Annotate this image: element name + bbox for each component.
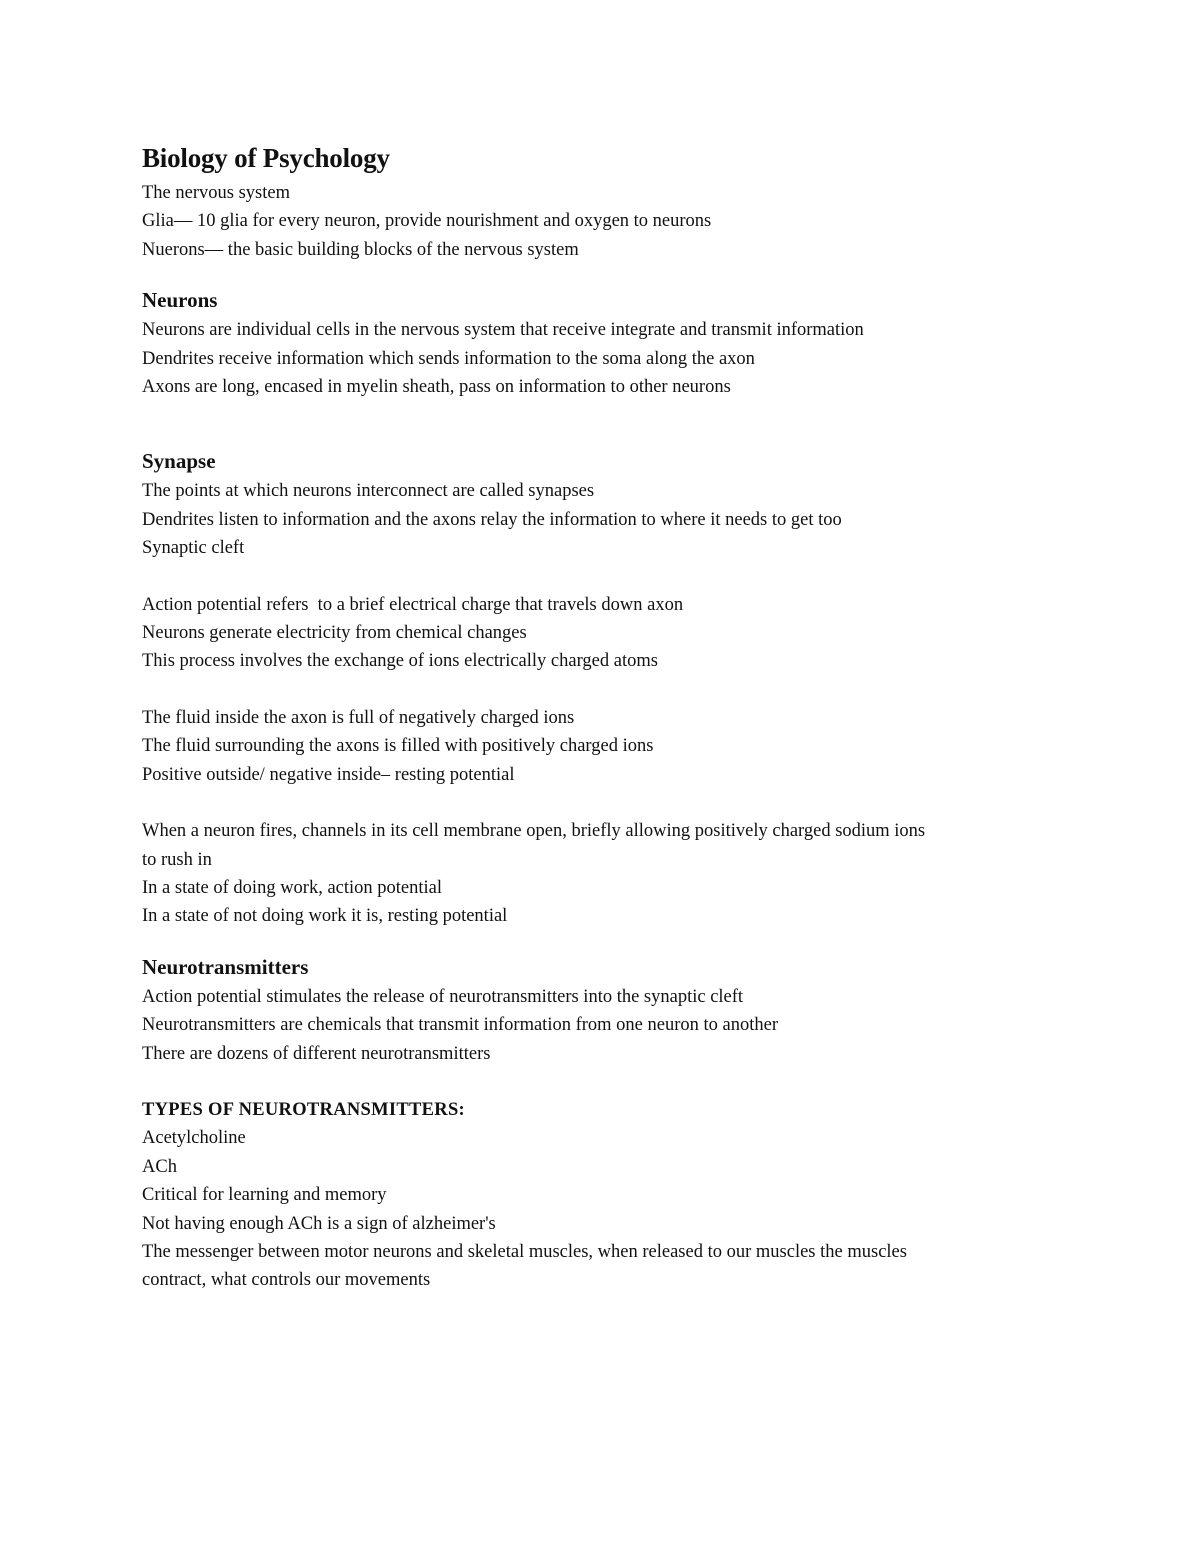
document-title: Biology of Psychology (142, 143, 390, 173)
neurons-line: Neurons are individual cells in the nervous system that receive integrate and transmit information (142, 320, 864, 341)
synapse-line: to rush in (142, 849, 212, 870)
synapse-line: Action potential refers to a brief electrical charge that travels down axon (142, 594, 684, 615)
section-heading-neurotransmitters: Neurotransmitters (142, 954, 309, 979)
synapse-line: This process involves the exchange of ions electrically charged atoms (142, 651, 658, 672)
synapse-line: In a state of not doing work it is, resting potential (142, 906, 508, 927)
synapse-line: In a state of doing work, action potential (142, 877, 443, 898)
spacer (142, 401, 1072, 445)
spacer (142, 264, 1072, 284)
synapse-line: Synaptic cleft (142, 538, 245, 559)
neurotransmitters-line: Action potential stimulates the release of neurotransmitters into the synaptic cleft (142, 986, 744, 1007)
types-line: contract, what controls our movements (142, 1270, 431, 1291)
section-heading-neurons: Neurons (142, 288, 218, 313)
intro-section (142, 179, 1072, 264)
types-line: The messenger between motor neurons and skeletal muscles, when released to our muscles the muscles (142, 1241, 907, 1262)
spacer (142, 563, 1072, 591)
document-page (142, 138, 1072, 1295)
types-line: ACh (142, 1156, 177, 1177)
synapse-line: When a neuron fires, channels in its cell membrane open, briefly allowing positively charged sodium ions (142, 821, 926, 842)
synapse-line: Neurons generate electricity from chemical changes (142, 623, 527, 644)
spacer (142, 931, 1072, 951)
intro-line: The nervous system (142, 183, 290, 203)
synapse-section (142, 445, 1072, 930)
section-heading-synapse: Synapse (142, 449, 216, 474)
neurons-line: Dendrites receive information which sends information to the soma along the axon (142, 348, 755, 369)
types-heading: TYPES OF NEUROTRANSMITTERS: (142, 1099, 465, 1120)
intro-line: Nuerons— the basic building blocks of the nervous system (142, 239, 579, 260)
spacer (142, 676, 1072, 704)
synapse-line: The points at which neurons interconnect are called synapses (142, 481, 595, 502)
types-line: Not having enough ACh is a sign of alzheimer's (142, 1213, 496, 1234)
spacer (142, 1068, 1072, 1096)
synapse-line: The fluid surrounding the axons is filled with positively charged ions (142, 736, 654, 757)
neurons-line: Axons are long, encased in myelin sheath, pass on information to other neurons (142, 377, 731, 398)
types-section (142, 1096, 1072, 1295)
synapse-line: The fluid inside the axon is full of negatively charged ions (142, 707, 575, 728)
spacer (142, 789, 1072, 817)
synapse-line: Positive outside/ negative inside– resting potential (142, 764, 515, 785)
types-line: Critical for learning and memory (142, 1185, 387, 1206)
neurotransmitters-line: Neurotransmitters are chemicals that transmit information from one neuron to another (142, 1015, 778, 1036)
synapse-line: Dendrites listen to information and the axons relay the information to where it needs to get too (142, 509, 842, 530)
neurotransmitters-line: There are dozens of different neurotransmitters (142, 1043, 491, 1064)
intro-line: Glia— 10 glia for every neuron, provide nourishment and oxygen to neurons (142, 211, 712, 232)
types-line: Acetylcholine (142, 1128, 246, 1149)
neurons-section (142, 284, 1072, 401)
neurotransmitters-section (142, 951, 1072, 1068)
